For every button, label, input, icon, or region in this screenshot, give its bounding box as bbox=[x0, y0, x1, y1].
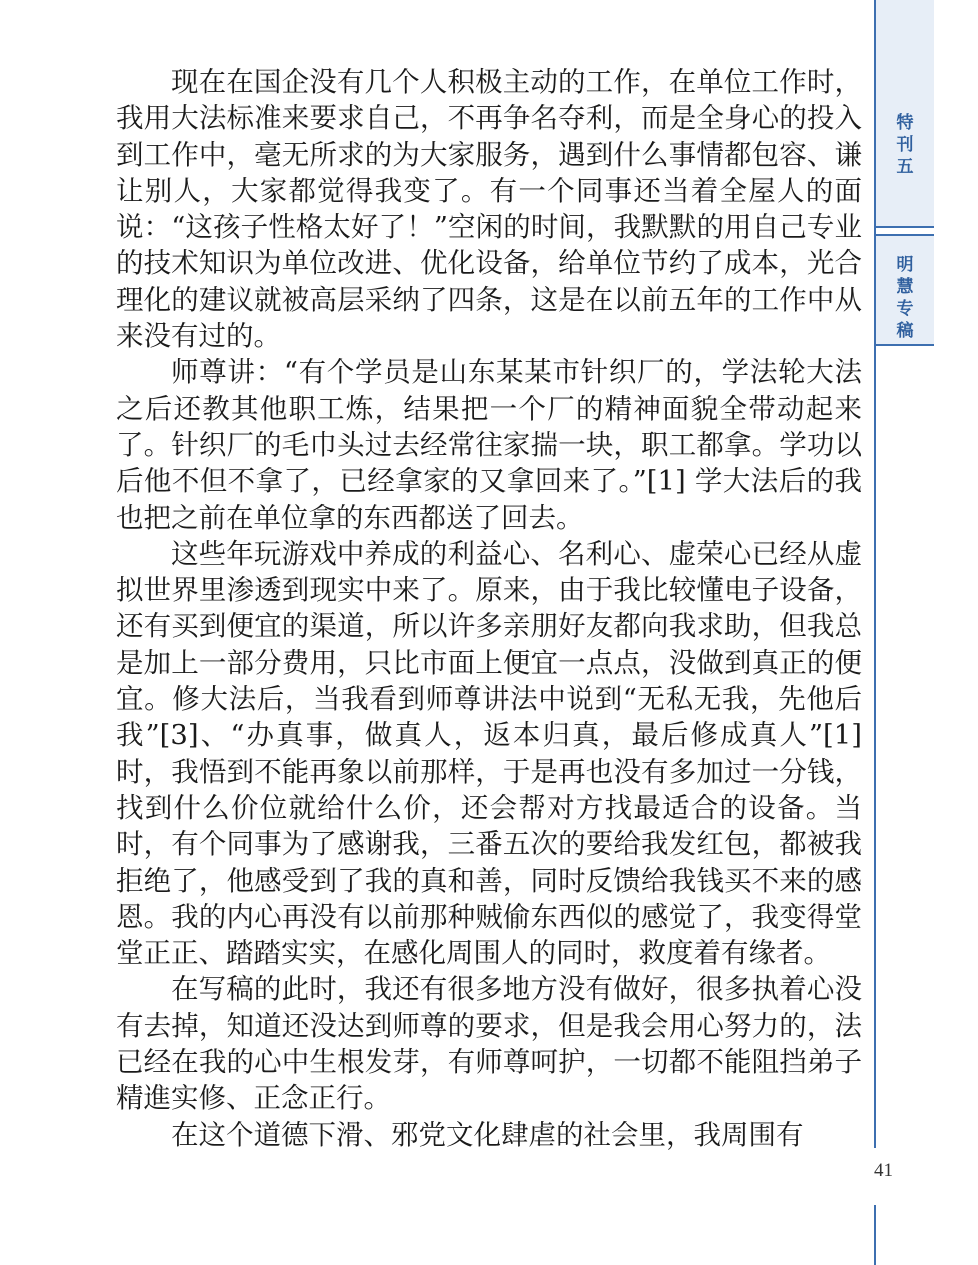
page-number: 41 bbox=[874, 1160, 893, 1181]
paragraph-5: 在这个道德下滑、邪党文化肆虐的社会里，我周围有 bbox=[171, 1118, 804, 1151]
paragraph-4: 在写稿的此时，我还有很多地方没有做好，很多执着心没有去掉，知道还没达到师尊的要求，但是我会用心努力的，法已经在我的心中生根发芽，有师尊呵护，一切都不能阻挡弟子精進实修、正念正行。 bbox=[116, 973, 862, 1115]
sidebar-tab-column[interactable] bbox=[876, 234, 934, 346]
sidebar-divider-bottom bbox=[874, 1205, 876, 1265]
sidebar-tab-column-label: 明慧专稿 bbox=[896, 255, 914, 341]
paragraph-3: 这些年玩游戏中养成的利益心、名利心、虚荣心已经从虚拟世界里渗透到现实中来了。原来，由于我比较懂电子设备，还有买到便宜的渠道，所以许多亲朋好友都向我求助，但我总是加上一部分费用，只比市面上便宜一点点，没做到真正的便宜。修大法后，当我看到师尊讲法中说到“无私无我，先他后我”[3]、“办真事，做真人，返本归真，最后修成真人”[1] 时，我悟到不能再象以前那样，于是再也没有多加过一分钱，找到什么价位就给什么价，还会帮对方找最适合的设备。当时，有个同事为了感谢我，三番五次的要给我发红包，都被我拒绝了，他感受到了我的真和善，同时反馈给我钱买不来的感恩。我的内心再没有以前那种贼偷东西似的感觉了，我变得堂堂正正、踏踏实实，在感化周围人的同时，救度着有缘者。 bbox=[116, 537, 862, 970]
article-body bbox=[116, 64, 862, 1153]
sidebar-tab-special-label: 特刊五 bbox=[896, 113, 914, 177]
paragraph-2: 师尊讲：“有个学员是山东某某市针织厂的，学法轮大法之后还教其他职工炼，结果把一个厂的精神面貌全带动起来了。针织厂的毛巾头过去经常往家揣一块，职工都拿。学功以后他不但不拿了，已经拿家的又拿回来了。”[1] 学大法后的我也把之前在单位拿的东西都送了回去。 bbox=[116, 356, 862, 534]
sidebar-tab-special-issue[interactable] bbox=[876, 0, 934, 228]
paragraph-1: 现在在国企没有几个人积极主动的工作，在单位工作时，我用大法标准来要求自己，不再争名夺利，而是全身心的投入到工作中，毫无所求的为大家服务，遇到什么事情都包容、谦让别人，大家都觉得我变了。有一个同事还当着全屋人的面说：“这孩子性格太好了！”空闲的时间，我默默的用自己专业的技术知识为单位改进、优化设备，给单位节约了成本，光合理化的建议就被高层采纳了四条，这是在以前五年的工作中从来没有过的。 bbox=[116, 66, 862, 353]
